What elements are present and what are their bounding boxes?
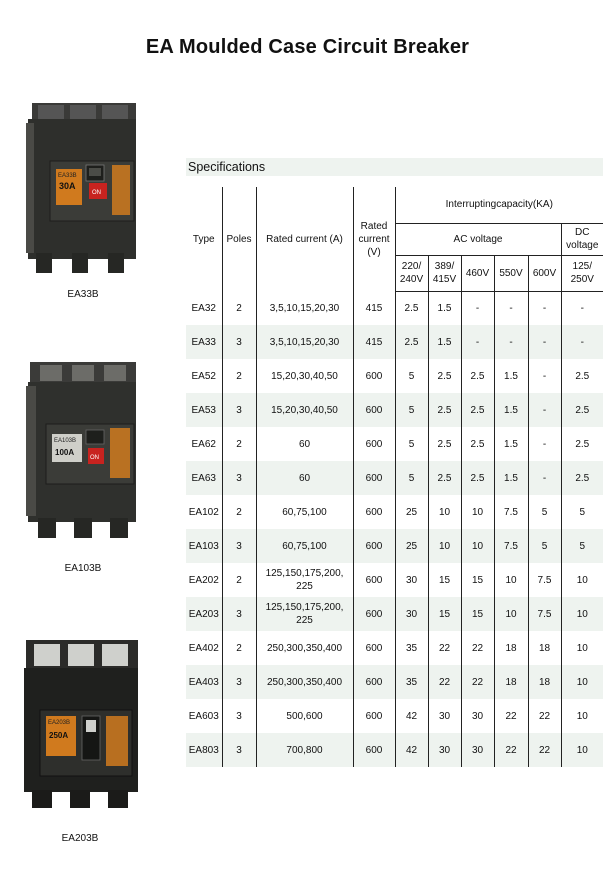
cell-poles: 2 [222,563,256,597]
cell-ka-389-415v: 30 [428,699,461,733]
cell-poles: 3 [222,461,256,495]
rating-label: 100A [55,448,75,457]
table-row [186,393,603,427]
cell-ka-600v: - [528,325,561,359]
cell-ka-220-240v: 5 [395,359,428,393]
cell-rated-current-v: 600 [353,597,395,631]
cell-ka-460v: 10 [461,495,494,529]
cell-ka-dc-125-250v: 2.5 [575,438,590,450]
cell-type: EA403 [186,665,222,699]
cell-poles: 3 [222,529,256,563]
cell-ka-550v: 7.5 [494,529,528,563]
cell-ka-220-240v: 5 [395,393,428,427]
cell-rated-current-v: 600 [353,699,395,733]
cell-ka-550v: - [494,325,528,359]
header-125-250v: 125/ 250V [561,255,603,291]
cell-ka-460v: 30 [461,699,494,733]
cell-rated-current-a: 3,5,10,15,20,30 [256,325,353,359]
rating-label: 30A [59,181,76,191]
cell-rated-current-a: 15,20,30,40,50 [256,393,353,427]
cell-ka-220-240v: 35 [395,631,428,665]
cell-ka-dc-125-250v: 2.5 [561,461,603,495]
cell-ka-220-240v: 30 [395,597,428,631]
table-row [186,699,603,733]
face-label: EA203B [48,720,71,726]
header-dc-voltage: DC voltage [561,223,603,255]
cell-ka-550v: 7.5 [494,495,528,529]
table-row [186,631,603,665]
cell-ka-550v: 22 [494,699,528,733]
cell-ka-460v: - [461,291,494,325]
cell-ka-460v: 2.5 [461,393,494,427]
cell-type: EA803 [186,733,222,767]
cell-ka-550v: 10 [494,563,528,597]
cell-ka-389-415v: 10 [428,529,461,563]
cell-ka-550v: 1.5 [494,427,528,461]
cell-ka-389-415v: 2.5 [428,359,461,393]
cell-poles: 3 [222,393,256,427]
table-row [186,733,603,767]
cell-ka-460v: 15 [461,563,494,597]
cell-rated-current-v: 600 [353,529,395,563]
cell-ka-550v: 22 [494,733,528,767]
cell-rated-current-v: 600 [353,733,395,767]
cell-ka-dc-125-250v: 5 [561,529,603,563]
cell-ka-550v: 10 [494,597,528,631]
cell-ka-dc-125-250v: 10 [561,733,603,767]
header-rated-current-a: Rated current (A) [256,187,353,291]
cell-ka-220-240v: 30 [395,563,428,597]
cell-ka-389-415v: 1.5 [428,291,461,325]
cell-ka-600v: 7.5 [528,563,561,597]
cell-ka-460v: 30 [461,733,494,767]
breaker-image-ea203b [22,640,142,810]
cell-poles: 2 [222,427,256,461]
header-460v: 460V [461,255,494,291]
cell-poles: 3 [222,699,256,733]
cell-ka-600v: 22 [528,733,561,767]
cell-rated-current-a: 125,150,175,200, 225 [256,597,353,631]
cell-ka-dc-125-250v: 10 [576,574,588,586]
specifications-table [186,187,603,767]
cell-type: EA203 [186,597,222,631]
cell-ka-dc-125-250v: 2.5 [575,370,590,382]
cell-rated-current-a: 60 [256,461,353,495]
cell-ka-389-415v: 22 [428,665,461,699]
cell-ka-389-415v: 2.5 [428,427,461,461]
cell-rated-current-v: 600 [353,631,395,665]
cell-type: EA32 [186,291,222,325]
cell-poles: 3 [222,325,256,359]
cell-ka-600v: - [528,393,561,427]
cell-type: EA102 [186,495,222,529]
cell-ka-550v: 1.5 [494,461,528,495]
cell-rated-current-a: 500,600 [256,699,353,733]
cell-ka-220-240v: 5 [395,461,428,495]
cell-rated-current-a: 125,150,175,200, 225 [256,563,353,597]
page-title: EA Moulded Case Circuit Breaker [145,36,470,58]
cell-ka-dc-125-250v: 5 [579,506,586,518]
cell-ka-600v: 7.5 [528,597,561,631]
table-row [186,665,603,699]
cell-type: EA62 [186,427,222,461]
header-interrupting-capacity: Interruptingcapacity(KA) [395,187,603,223]
table-row [186,325,603,359]
cell-ka-460v: 22 [461,631,494,665]
table-row [186,359,603,393]
cell-ka-600v: - [528,291,561,325]
cell-ka-389-415v: 30 [428,733,461,767]
cell-rated-current-v: 415 [353,291,395,325]
header-type: Type [186,187,222,291]
rating-label: 250A [49,731,69,740]
cell-ka-600v: 18 [528,631,561,665]
cell-ka-389-415v: 10 [428,495,461,529]
cell-rated-current-v: 600 [353,393,395,427]
cell-ka-600v: - [528,359,561,393]
header-220-240v: 220/ 240V [395,255,428,291]
cell-ka-220-240v: 2.5 [395,325,428,359]
table-row [186,529,603,563]
cell-ka-389-415v: 1.5 [428,325,461,359]
cell-ka-220-240v: 42 [395,733,428,767]
cell-ka-dc-125-250v: 2.5 [561,393,603,427]
cell-ka-600v: 5 [528,495,561,529]
cell-rated-current-a: 250,300,350,400 [256,665,353,699]
cell-ka-600v: 18 [528,665,561,699]
cell-ka-600v: - [528,427,561,461]
table-row [186,563,603,597]
table-row [186,597,603,631]
cell-ka-600v: - [528,461,561,495]
cell-ka-550v: 18 [494,665,528,699]
cell-ka-220-240v: 25 [395,529,428,563]
cell-rated-current-a: 60 [256,427,353,461]
cell-ka-389-415v: 15 [428,563,461,597]
cell-type: EA52 [186,359,222,393]
cell-type: EA63 [186,461,222,495]
header-ac-voltage: AC voltage [395,223,561,255]
cell-ka-460v: - [461,325,494,359]
cell-poles: 2 [222,495,256,529]
cell-ka-220-240v: 5 [395,427,428,461]
header-rated-current-v: Rated current (V) [353,187,395,291]
breaker-image-ea33b [26,103,139,275]
breaker-caption-ea103b: EA103B [64,563,102,574]
cell-ka-550v: 1.5 [494,359,528,393]
cell-ka-389-415v: 2.5 [428,393,461,427]
cell-rated-current-a: 700,800 [256,733,353,767]
cell-ka-460v: 22 [461,665,494,699]
cell-rated-current-v: 600 [353,461,395,495]
cell-ka-389-415v: 15 [428,597,461,631]
cell-type: EA53 [186,393,222,427]
cell-rated-current-a: 15,20,30,40,50 [256,359,353,393]
cell-poles: 2 [222,631,256,665]
cell-poles: 2 [222,291,256,325]
cell-ka-460v: 10 [461,529,494,563]
cell-ka-550v: 1.5 [494,393,528,427]
cell-rated-current-a: 3,5,10,15,20,30 [256,291,353,325]
cell-ka-460v: 2.5 [461,461,494,495]
on-label: ON [92,190,101,196]
cell-ka-220-240v: 25 [395,495,428,529]
cell-rated-current-v: 600 [353,427,395,461]
cell-ka-550v: - [494,291,528,325]
cell-rated-current-v: 600 [353,359,395,393]
header-poles: Poles [222,187,256,291]
face-label: EA33B [58,173,77,179]
cell-ka-220-240v: 35 [395,665,428,699]
table-row [186,291,603,325]
cell-ka-220-240v: 2.5 [395,291,428,325]
cell-type: EA202 [186,563,222,597]
header-389-415v: 389/ 415V [428,255,461,291]
cell-rated-current-v: 600 [353,495,395,529]
cell-type: EA402 [186,631,222,665]
cell-ka-389-415v: 22 [428,631,461,665]
cell-rated-current-a: 60,75,100 [256,529,353,563]
face-label: EA103B [54,438,77,444]
on-label: ON [90,455,99,461]
header-550v: 550V [494,255,528,291]
table-row [186,427,603,461]
cell-ka-dc-125-250v: - [580,302,584,314]
cell-ka-389-415v: 2.5 [428,461,461,495]
cell-type: EA103 [186,529,222,563]
cell-type: EA33 [186,325,222,359]
breaker-image-ea103b [26,362,140,540]
cell-ka-dc-125-250v: 10 [561,665,603,699]
cell-ka-220-240v: 42 [395,699,428,733]
cell-poles: 2 [222,359,256,393]
cell-ka-dc-125-250v: - [561,325,603,359]
cell-rated-current-v: 415 [353,325,395,359]
cell-ka-dc-125-250v: 10 [576,710,588,722]
cell-ka-dc-125-250v: 10 [561,597,603,631]
cell-rated-current-v: 600 [353,563,395,597]
cell-ka-550v: 18 [494,631,528,665]
cell-ka-460v: 15 [461,597,494,631]
cell-poles: 3 [222,665,256,699]
cell-ka-460v: 2.5 [461,427,494,461]
cell-ka-dc-125-250v: 10 [576,642,588,654]
table-row [186,495,603,529]
cell-rated-current-v: 600 [353,665,395,699]
cell-rated-current-a: 250,300,350,400 [256,631,353,665]
cell-type: EA603 [186,699,222,733]
specifications-title: Specifications [186,158,603,176]
header-600v: 600V [528,255,561,291]
cell-ka-600v: 5 [528,529,561,563]
breaker-caption-ea33b: EA33B [67,289,99,300]
table-row [186,461,603,495]
cell-poles: 3 [222,597,256,631]
cell-rated-current-a: 60,75,100 [256,495,353,529]
breaker-caption-ea203b: EA203B [61,833,99,844]
cell-ka-600v: 22 [528,699,561,733]
cell-ka-460v: 2.5 [461,359,494,393]
cell-poles: 3 [222,733,256,767]
